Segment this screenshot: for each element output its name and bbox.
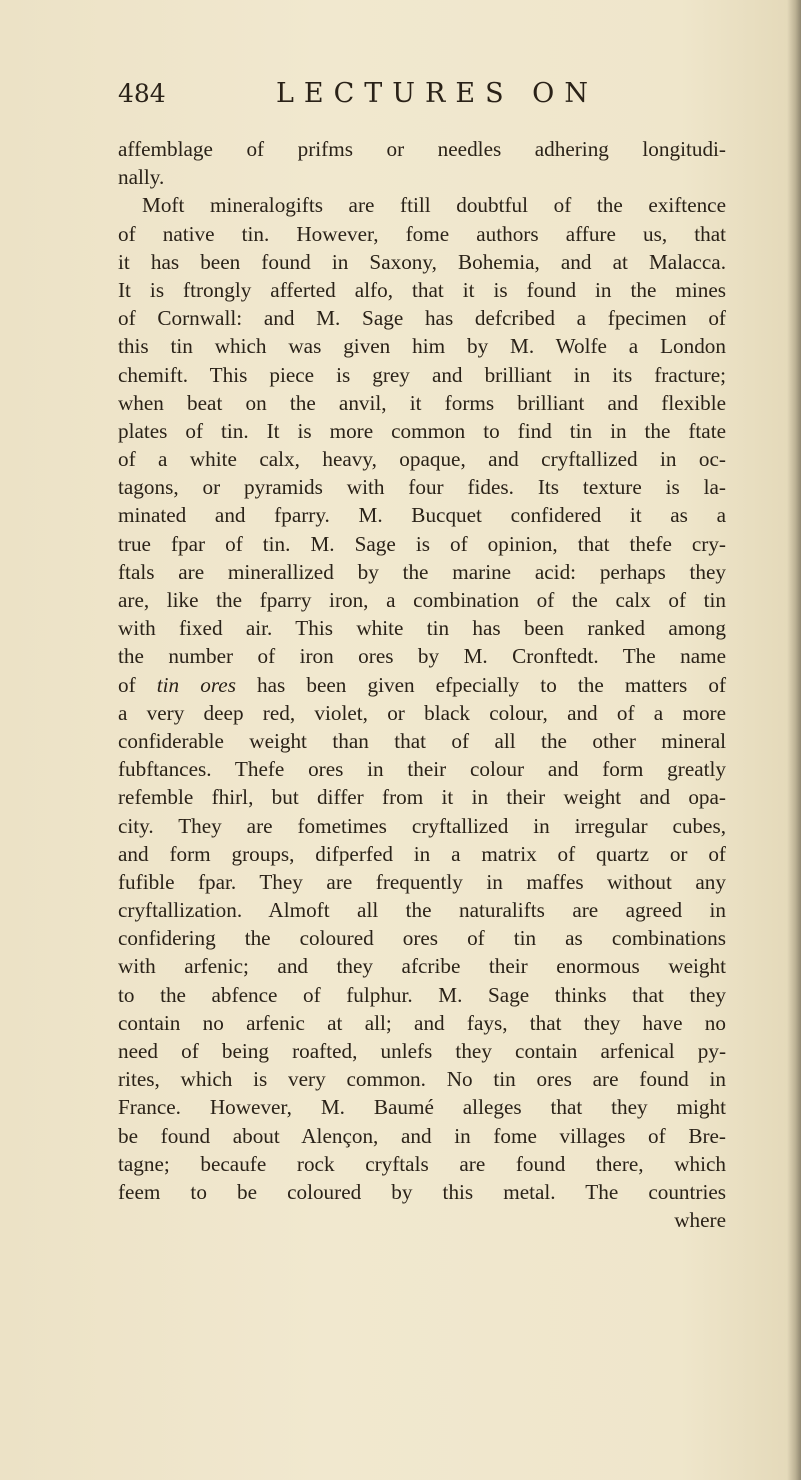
text-line: of native tin. However, fome authors affure us, that: [118, 221, 726, 246]
text-line: feem to be coloured by this metal. The countries: [118, 1179, 726, 1204]
text-line-tin-ores: [118, 671, 726, 699]
italic-term: tin ores: [156, 672, 236, 697]
text-line: city. They are fometimes cryftallized in irregular cubes,: [118, 813, 726, 838]
text-line: tagne; becaufe rock cryftals are found there, which: [118, 1151, 726, 1176]
text-line: rites, which is very common. No tin ores are found in: [118, 1067, 726, 1092]
text-line: confiderable weight than that of all the other mineral: [118, 728, 726, 753]
text-line: and form groups, difperfed in a matrix of quartz or of: [118, 841, 726, 866]
text-line: are, like the fparry iron, a combination of the calx of tin: [118, 588, 726, 612]
text-line: It is ftrongly afferted alfo, that it is found in the mines: [118, 277, 726, 302]
text-line: with fixed air. This white tin has been ranked among: [118, 616, 726, 641]
text-line: need of being roafted, unlefs they contain arfenical py-: [118, 1039, 726, 1063]
text-line: of Cornwall: and M. Sage has defcribed a fpecimen of: [118, 306, 726, 331]
page-number: 484: [118, 79, 166, 108]
text-line: of a white calx, heavy, opaque, and cryftallized in oc-: [118, 447, 726, 472]
text-line: fubftances. Thefe ores in their colour and form greatly: [118, 757, 726, 782]
text-line: cryftallization. Almoft all the naturalifts are agreed in: [118, 898, 726, 923]
body-text: [118, 135, 726, 1234]
text-line: France. However, M. Baumé alleges that they might: [118, 1095, 726, 1120]
text-line: when beat on the anvil, it forms brilliant and flexible: [118, 390, 726, 415]
text-line: to the abfence of fulphur. M. Sage thinks that they: [118, 982, 726, 1007]
text-fragment: of: [118, 672, 157, 697]
text-line: true fpar of tin. M. Sage is of opinion, that thefe cry-: [118, 531, 726, 556]
text-line: fufible fpar. They are frequently in maffes without any: [118, 869, 726, 894]
text-line: affemblage of prifms or needles adhering longitudi-: [118, 137, 726, 161]
text-line: ftals are minerallized by the marine acid: perhaps they: [118, 559, 726, 584]
text-line: plates of tin. It is more common to find tin in the ftate: [118, 418, 726, 443]
text-fragment: has been given efpecially to the matters of: [235, 672, 726, 697]
page-header: [118, 78, 638, 118]
text-line: refemble fhirl, but differ from it in their weight and opa-: [118, 785, 726, 810]
text-line: be found about Alençon, and in fome villages of Bre-: [118, 1123, 726, 1148]
catchword: where: [674, 1208, 726, 1233]
text-line: contain no arfenic at all; and fays, that they have no: [118, 1010, 726, 1035]
running-head: LECTURES ON: [276, 78, 598, 109]
text-line: tagons, or pyramids with four fides. Its texture is la-: [118, 475, 726, 500]
text-line: nally.: [118, 165, 165, 190]
text-line: it has been found in Saxony, Bohemia, and at Malacca.: [118, 249, 726, 274]
text-line: the number of iron ores by M. Cronftedt. The name: [118, 644, 726, 669]
page-edge-shadow: [787, 0, 801, 1480]
text-line: chemift. This piece is grey and brilliant in its fracture;: [118, 362, 726, 387]
text-line: confidering the coloured ores of tin as combinations: [118, 926, 726, 951]
text-line: minated and fparry. M. Bucquet confidered it as a: [118, 503, 726, 528]
text-line: with arfenic; and they afcribe their enormous weight: [118, 954, 726, 979]
text-line: this tin which was given him by M. Wolfe a London: [118, 334, 726, 359]
text-line: a very deep red, violet, or black colour, and of a more: [118, 700, 726, 725]
text-line: Moft mineralogifts are ftill doubtful of the exiftence: [142, 193, 726, 218]
